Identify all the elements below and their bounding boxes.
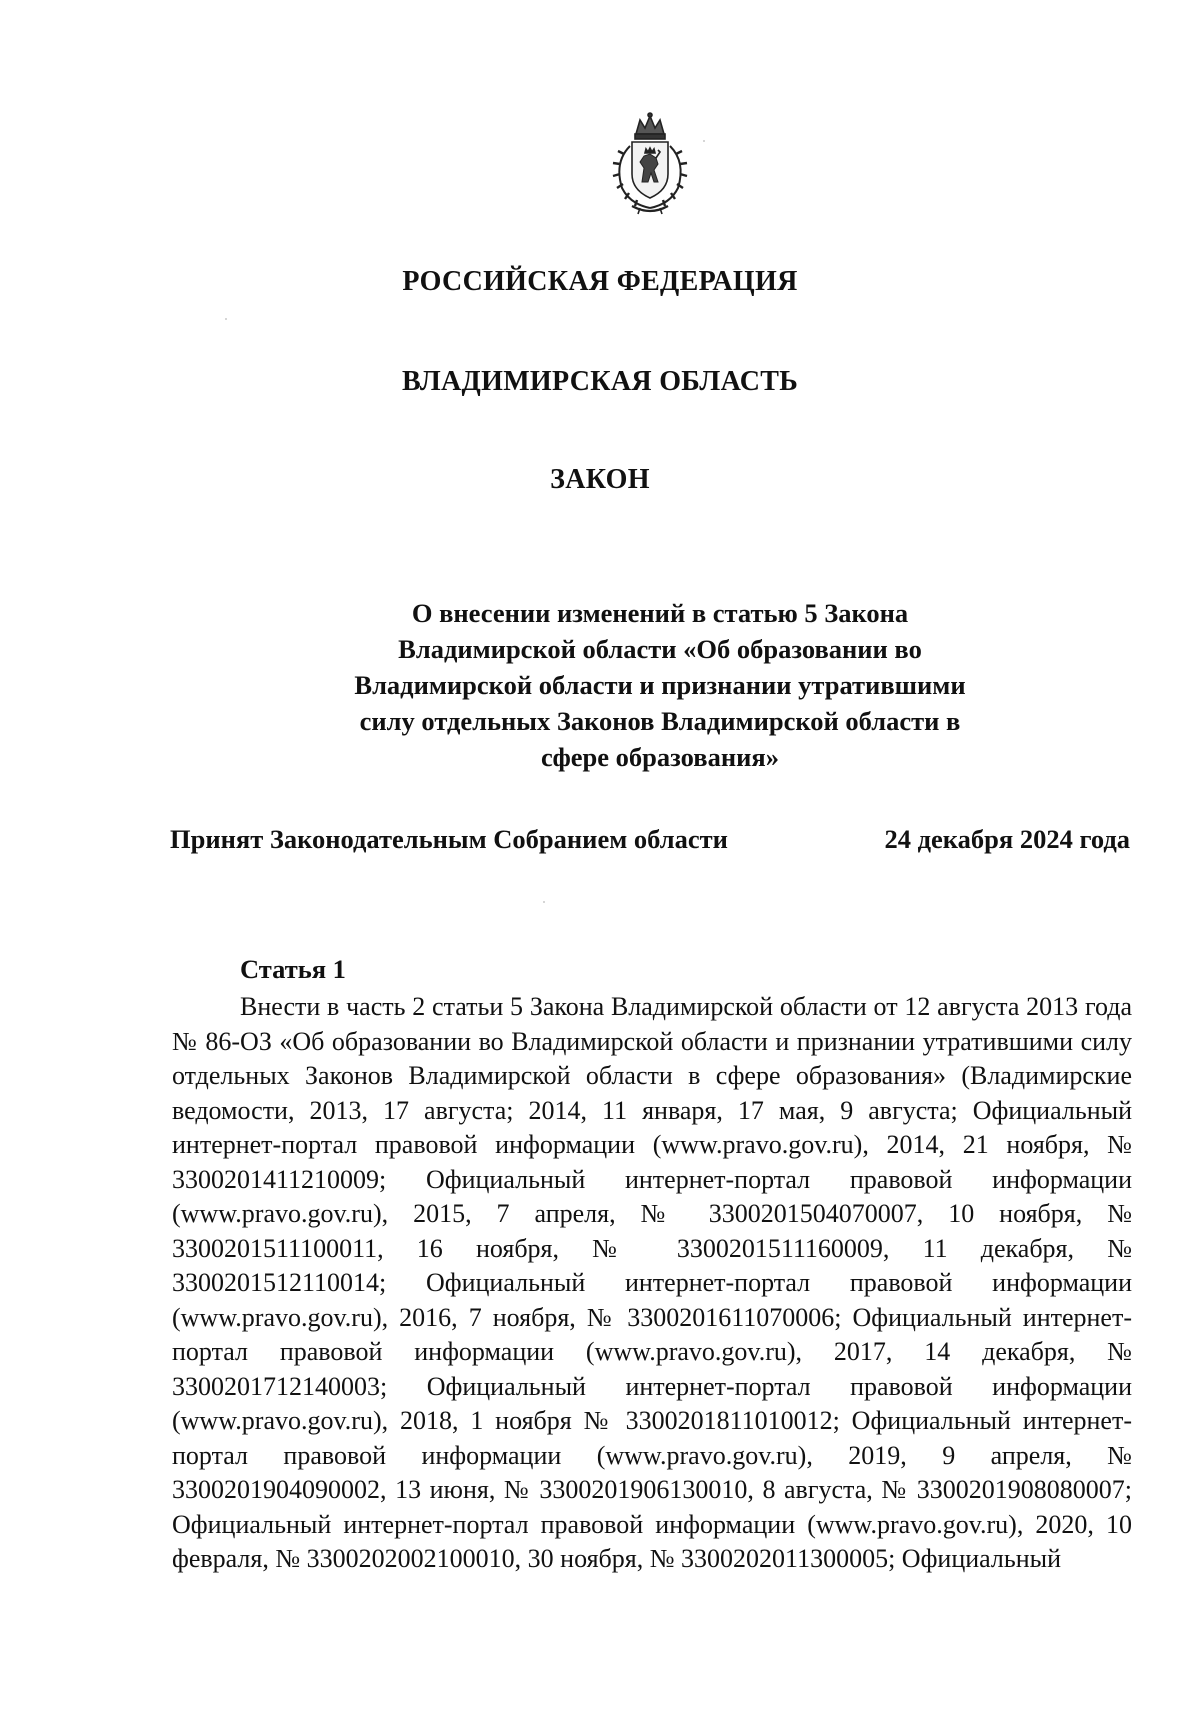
scan-speck [543,901,545,903]
region-heading: ВЛАДИМИРСКАЯ ОБЛАСТЬ [401,366,799,397]
federation-heading: РОССИЙСКАЯ ФЕДЕРАЦИЯ [402,266,798,297]
article-1-heading: Статья 1 [240,954,346,984]
vladimir-coat-of-arms-icon [600,112,700,216]
coat-of-arms-drawing [600,112,700,216]
scan-speck [703,140,705,142]
adoption-date: 24 декабря 2024 года [884,824,1130,854]
adopted-by-text: Принят Законодательным Собранием области [170,824,728,854]
article-1-text: Внести в часть 2 статьи 5 Закона Владимирской области от 12 августа 2013 года № 86-ОЗ «Об образовании во Владимирской области и признании утратившими силу отдельных Законов Владимирской области в сфере образования» (Владимирские ведомости, 2013, 17 августа; 2014, 11 января, 17 мая, 9 августа; Официальный интернет-портал правовой информации (www.pravo.gov.ru), 2014, 21 ноября, № 3300201411210009; Официальный интернет-портал правовой информации (www.pravo.gov.ru), 2015, 7 апреля, № 3300201504070007, 10 ноября, № 3300201511100011, 16 ноября, № 3300201511160009, 11 декабря, № 3300201512110014; Официальный интернет-портал правовой информации (www.pravo.gov.ru), 2016, 7 ноября, № 3300201611070006; Официальный интернет-портал правовой информации (www.pravo.gov.ru), 2017, 14 декабря, № 3300201712140003; Официальный интернет-портал правовой информации (www.pravo.gov.ru), 2018, 1 ноября № 3300201811010012; Официальный интернет-портал правовой информации (www.pravo.gov.ru), 2019, 9 апреля, № 3300201904090002, 13 июня, № 3300201906130010, 8 августа, № 3300201908080007; Официальный интернет-портал правовой информации (www.pravo.gov.ru), 2020, 10 февраля, № 3300202002100010, 30 ноября, № 3300202011300005; Официальный [172,992,1132,1573]
law-title: О внесении изменений в статью 5 Закона Владимирской области «Об образовании во Владимирской области и признании утратившими силу отдельных Законов Владимирской области в сфере образования» [354,598,966,772]
document-type-heading: ЗАКОН [550,464,650,495]
scan-speck [225,318,227,320]
